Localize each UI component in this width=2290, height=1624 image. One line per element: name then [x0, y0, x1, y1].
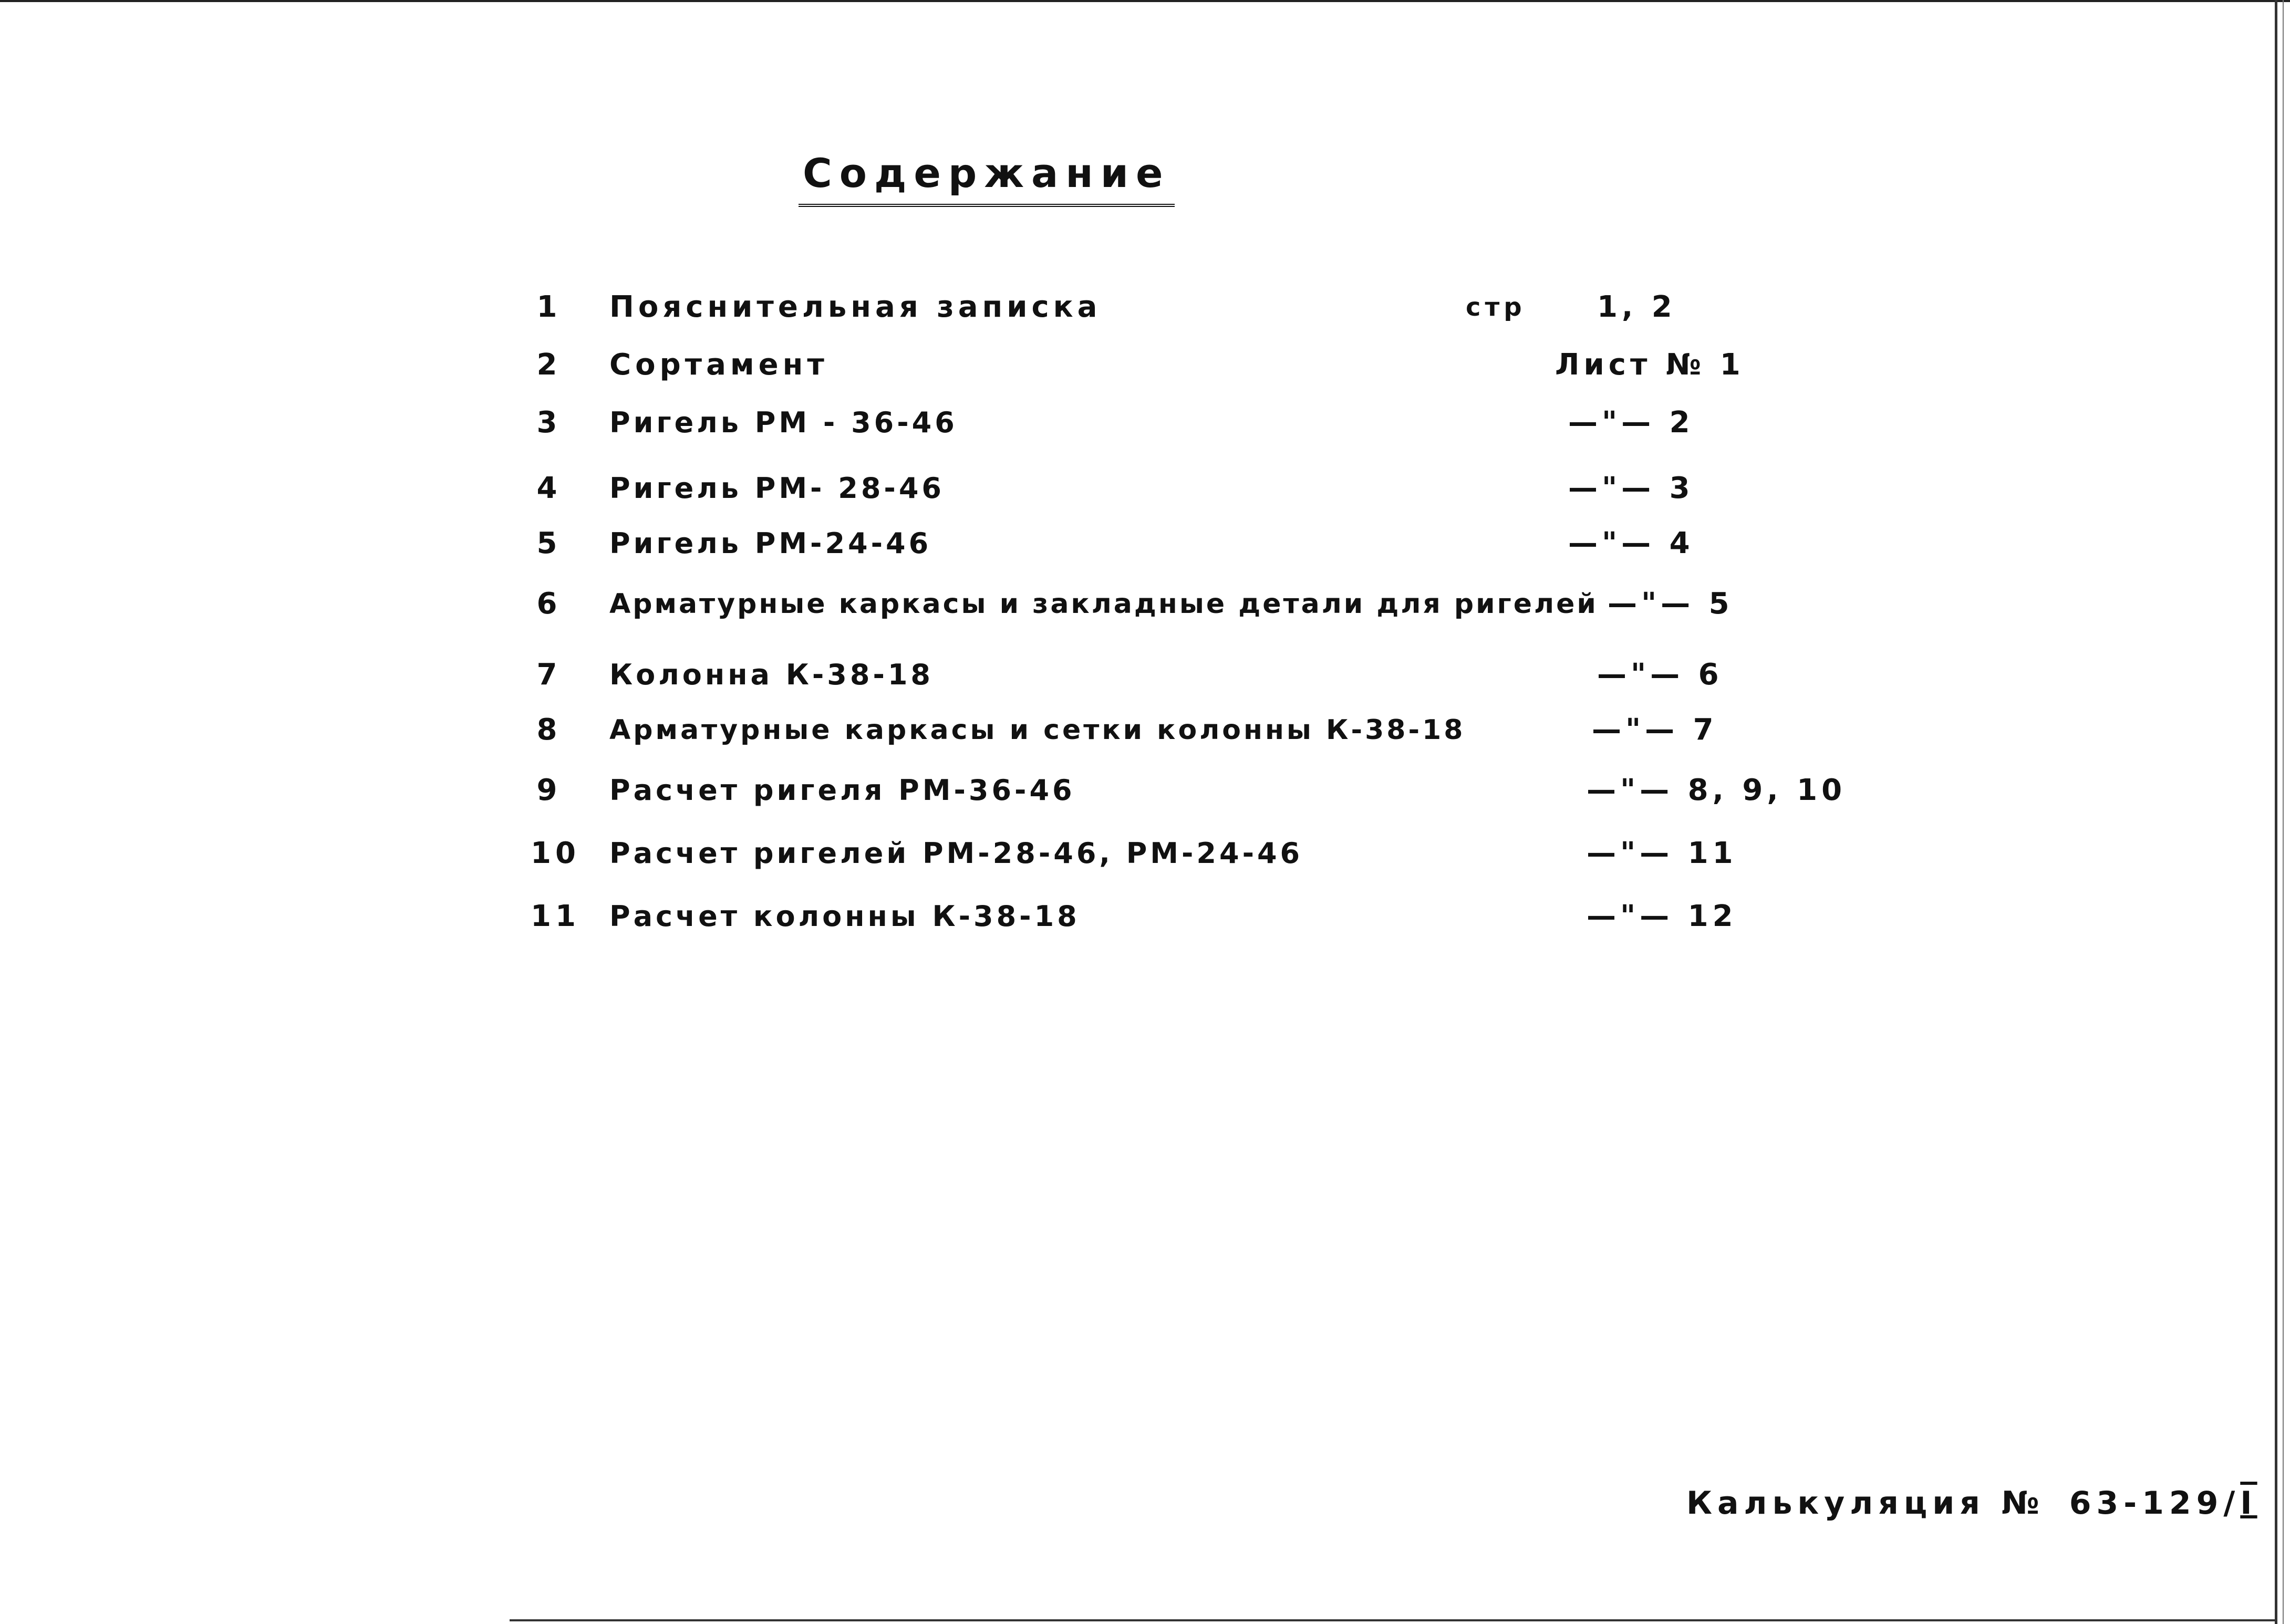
toc-page-ref: 1, 2	[1597, 290, 1676, 324]
toc-title: Расчет ригеля РМ-36-46	[609, 774, 1075, 807]
calculation-label: Калькуляция №	[1686, 1485, 2045, 1522]
calculation-part: I	[2240, 1485, 2257, 1522]
frame-right-outer-edge	[2283, 0, 2284, 1624]
toc-page-ref: —"— 6	[1597, 658, 1723, 692]
frame-right-edge	[2275, 0, 2277, 1624]
toc-number: 2	[536, 348, 562, 382]
toc-page-ref: —"— 8, 9, 10	[1587, 773, 1847, 807]
toc-title: Колонна К-38-18	[609, 658, 934, 691]
toc-row	[531, 341, 1818, 389]
calculation-code: 63-129/	[2069, 1485, 2241, 1522]
toc-page-ref: —"— 12	[1587, 899, 1737, 933]
toc-page-ref: —"— 7	[1592, 713, 1718, 747]
toc-number: 11	[531, 899, 580, 933]
title-block	[799, 147, 1170, 207]
toc-number: 9	[536, 773, 562, 807]
toc-row	[531, 651, 1818, 699]
toc-title: Ригель РМ-24-46	[609, 527, 932, 560]
toc-row	[531, 465, 1818, 512]
toc-page-ref: —"— 2	[1568, 405, 1694, 440]
toc-row	[531, 706, 1818, 754]
toc-title: Сортамент	[609, 348, 828, 382]
toc-number: 8	[536, 713, 562, 747]
toc-number: 1	[536, 290, 562, 324]
frame-bottom-edge	[510, 1619, 2277, 1621]
toc-number: 5	[536, 526, 562, 560]
toc-row	[531, 580, 1818, 628]
toc-row	[531, 893, 1818, 940]
toc-page-label: стр	[1466, 293, 1526, 322]
toc-page-ref: —"— 4	[1568, 526, 1694, 560]
toc-number: 7	[536, 658, 562, 692]
toc-row	[531, 520, 1818, 567]
toc-number: 10	[531, 836, 580, 870]
toc-title: Ригель РМ - 36-46	[609, 406, 958, 439]
toc-title: Пояснительная записка	[609, 290, 1102, 324]
toc-title: Ригель РМ- 28-46	[609, 472, 945, 505]
toc-page-ref: —"— 5	[1608, 587, 1734, 621]
toc-number: 6	[536, 587, 562, 621]
frame-top-edge	[0, 0, 2290, 2]
calculation-number	[1686, 1477, 2257, 1529]
toc-page-ref: Лист № 1	[1555, 348, 1745, 382]
toc-title: Арматурные каркасы и сетки колонны К-38-18	[609, 714, 1466, 746]
toc-row	[531, 399, 1818, 446]
page-title: Содержание	[799, 147, 1175, 207]
toc-page-ref: —"— 3	[1568, 471, 1694, 505]
toc-number: 3	[536, 405, 562, 440]
toc-page-ref: —"— 11	[1587, 836, 1737, 870]
toc-title: Расчет колонны К-38-18	[609, 900, 1080, 933]
toc-row	[531, 830, 1818, 877]
toc-row	[531, 767, 1847, 814]
toc-number: 4	[536, 471, 562, 505]
toc-title: Расчет ригелей РМ-28-46, РМ-24-46	[609, 837, 1303, 870]
table-of-contents	[531, 284, 1847, 966]
toc-title: Арматурные каркасы и закладные детали для ригелей	[609, 588, 1598, 620]
toc-row	[531, 284, 1818, 331]
